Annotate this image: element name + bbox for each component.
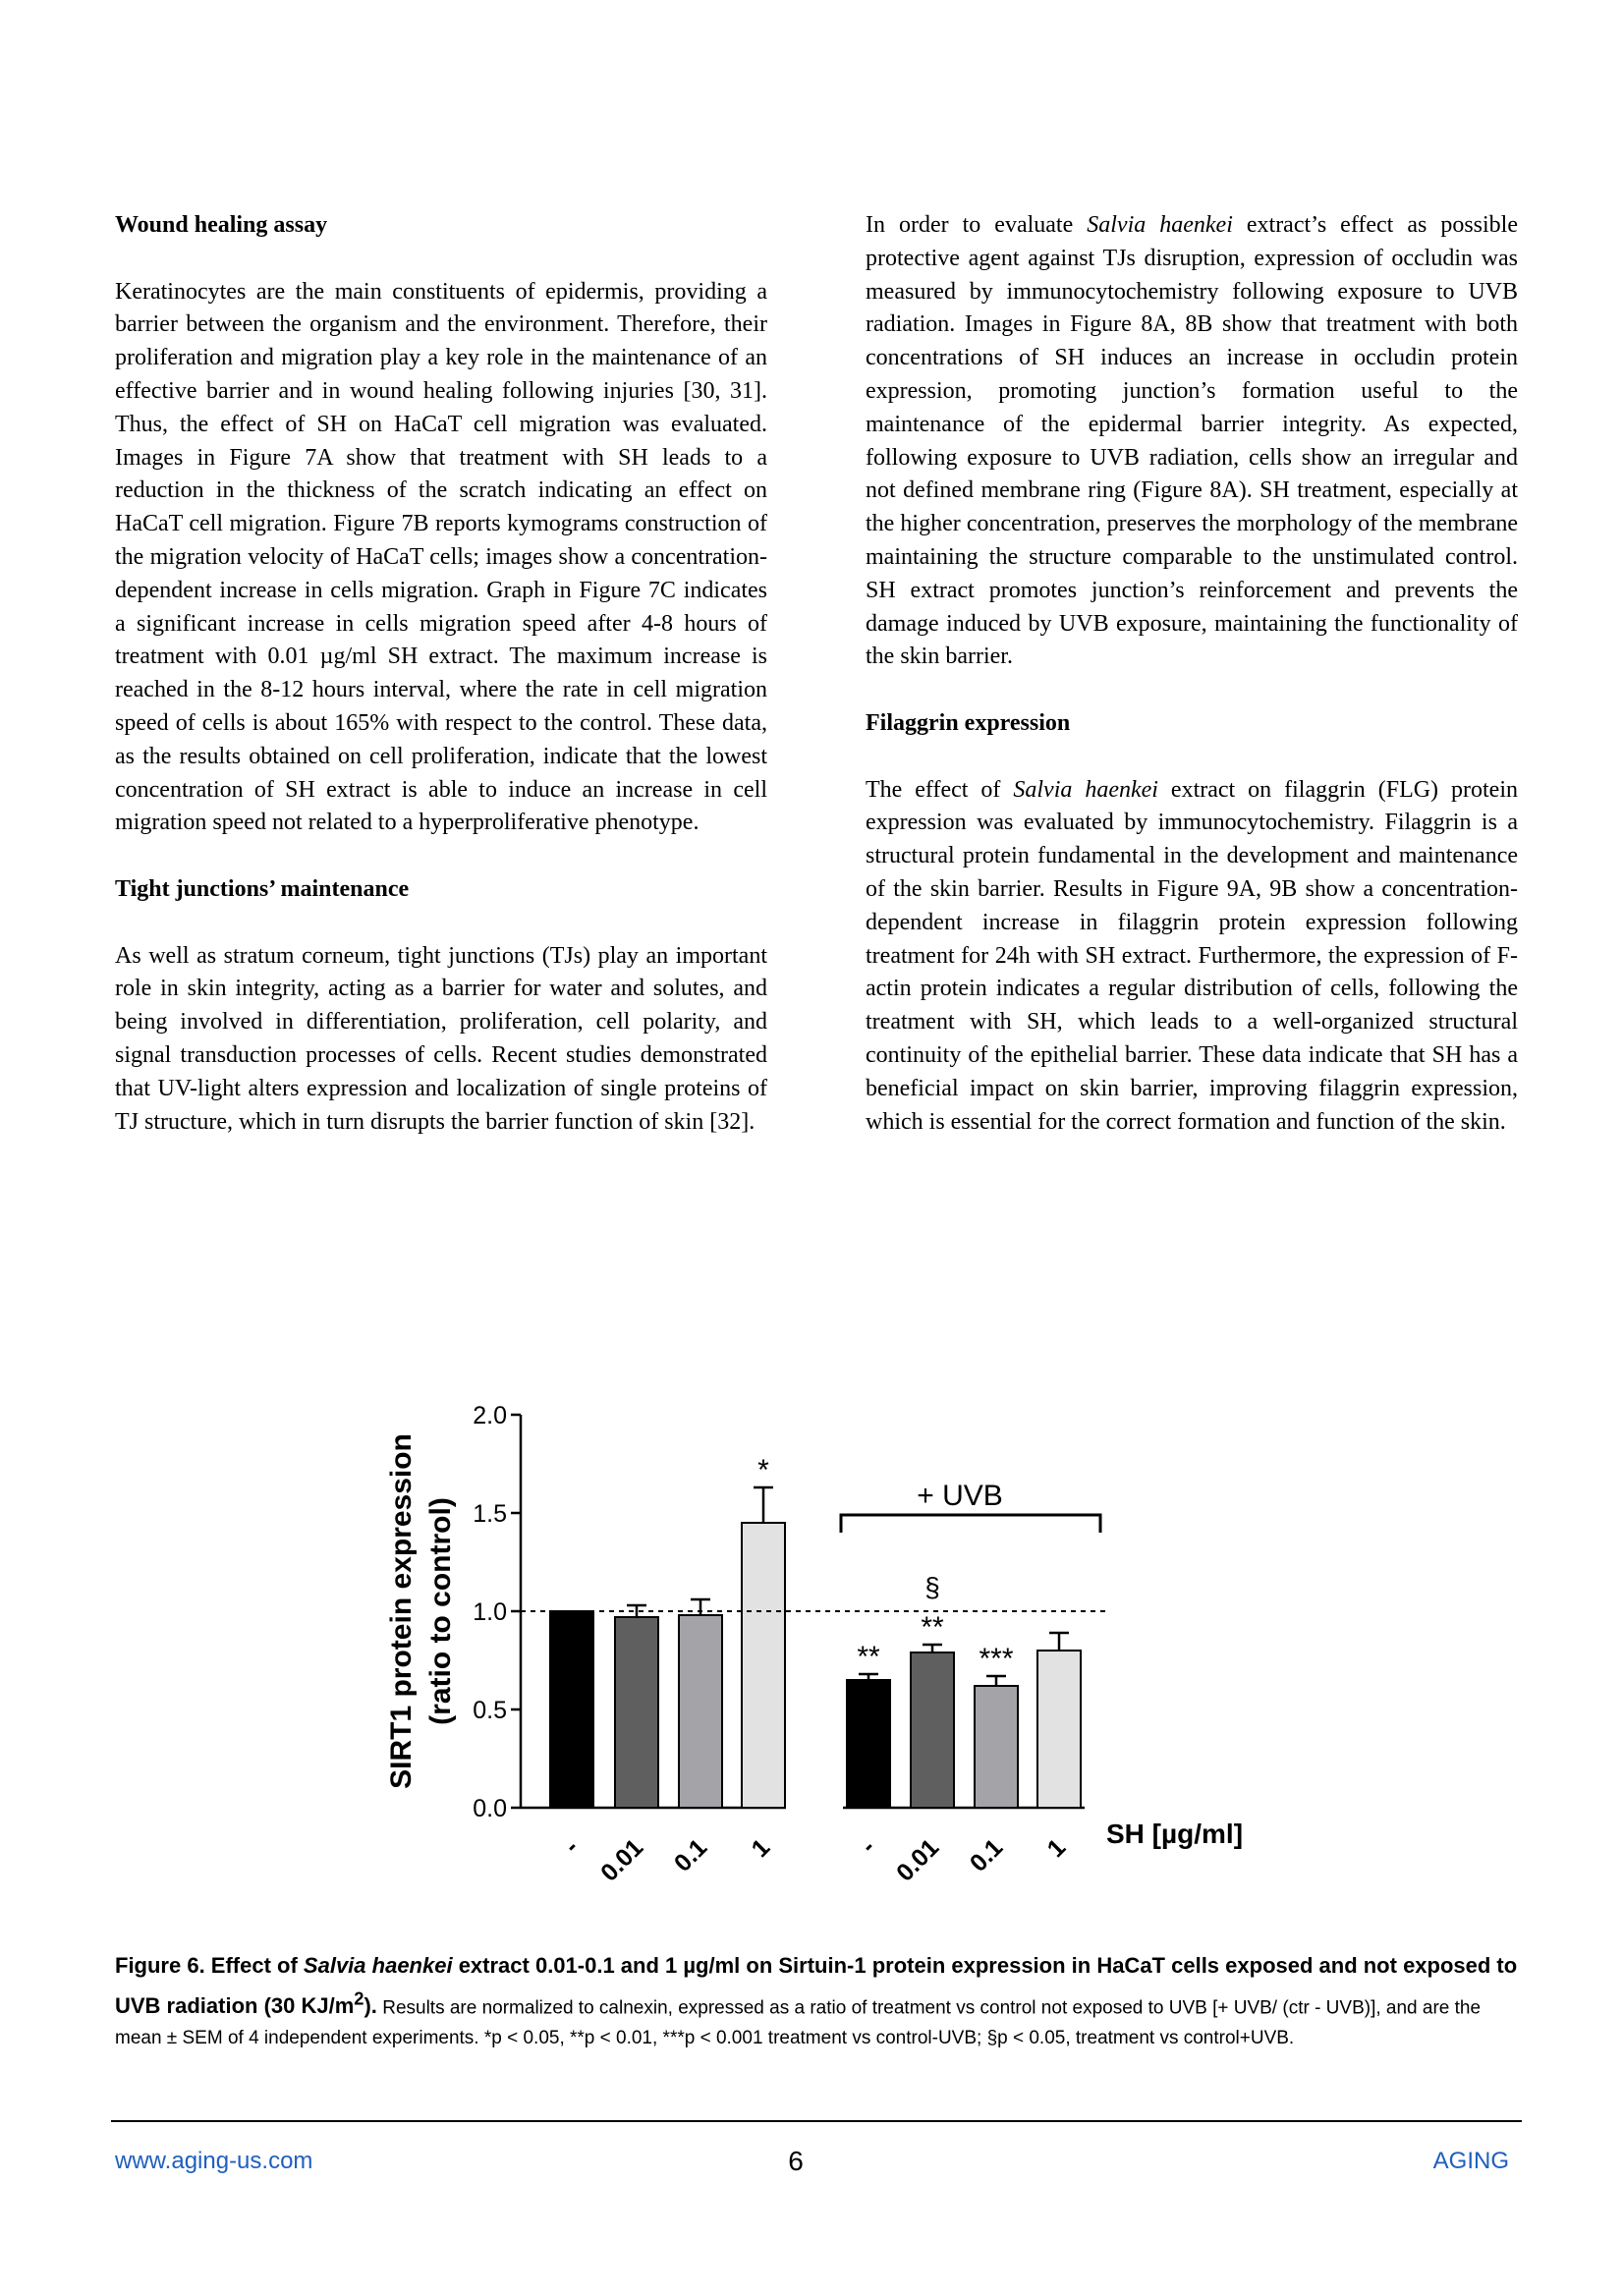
x-tick-label: - <box>558 1833 585 1860</box>
y-tick-label: 0.0 <box>473 1795 507 1822</box>
significance-mark: * <box>757 1454 769 1486</box>
species-name: Salvia haenkei <box>1013 776 1158 803</box>
x-tick-label: 0.1 <box>964 1833 1009 1877</box>
figure-label: Figure 6. Effect of <box>115 1953 304 1978</box>
page-number: 6 <box>788 2146 804 2176</box>
caption-body: Results are normalized to calnexin, expressed as a ratio of treatment vs control not exposed to UVB [+ UVB/ (ctr - UVB)], and are the mean ± SEM of 4 independent experiments. *p < 0.05, **p < 0.01, ***p < 0.001 treatment vs control-UVB; §p < 0.05, treatment vs control+UVB. <box>115 1997 1482 2049</box>
uvb-bracket <box>841 1515 1100 1533</box>
journal-name: AGING <box>1432 2148 1509 2174</box>
x-tick-label: 1 <box>1041 1833 1072 1864</box>
y-tick-label: 2.0 <box>473 1402 507 1429</box>
y-axis-label: SIRT1 protein expression <box>385 1433 418 1789</box>
tight-junctions-paragraph: As well as stratum corneum, tight junctions (TJs) play an important role in skin integrity, acting as a barrier for water and solutes, and being involved in differentiation, proliferation, cell polarity, and signal transduction processes of cells. Recent studies demonstrated that UV-light alters expression and localization of single proteins of TJ structure, which in turn disrupts the barrier function of skin [32]. <box>115 942 767 1135</box>
filaggrin-heading: Filaggrin expression <box>866 709 1071 736</box>
x-tick-label: 0.01 <box>891 1833 945 1887</box>
caption-species: Salvia haenkei <box>303 1953 453 1978</box>
figure-caption: Figure 6. Effect of Salvia haenkei extract 0.01-0.1 and 1 µg/ml on Sirtuin-1 protein expression in HaCaT cells exposed and not exposed to UVB radiation (30 $KJ/m^2$). Results are normalized to calnexin, expressed as a ratio of treatment vs control not exposed to UVB [+ UVB/ (ctr - UVB)], and are the mean ± SEM of 4 independent experiments. *p < 0.05, **p < 0.01, ***p < 0.001 treatment vs control-UVB; §p < 0.05, treatment vs control+UVB. <box>115 1953 1518 2049</box>
bar <box>847 1680 890 1808</box>
bar <box>975 1686 1018 1808</box>
bar <box>911 1652 954 1808</box>
journal-url[interactable]: www.aging-us.com <box>115 2148 313 2174</box>
x-tick-label: 0.1 <box>668 1833 713 1877</box>
significance-mark: ** <box>921 1611 944 1644</box>
y-axis-label-sub: (ratio to control) <box>424 1497 457 1725</box>
x-tick-label: - <box>855 1833 881 1860</box>
bar <box>1037 1651 1081 1808</box>
bar <box>550 1611 593 1808</box>
y-tick-label: 1.5 <box>473 1500 507 1528</box>
filaggrin-paragraph: The effect of Salvia haenkei extract on filaggrin (FLG) protein expression was evaluated by immunocytochemistry. Filaggrin is a structural protein fundamental in the development and maintenance of the skin barrier. Results in Figure 9A, 9B show a concentration-dependent increase in filaggrin protein expression following treatment for 24h with SH extract. Furthermore, the expression of F-actin protein indicates a regular distribution of cells, following the treatment with SH, which leads to a well-organized structural continuity of the epithelial barrier. These data indicate that SH has a beneficial impact on skin barrier, improving filaggrin expression, which is essential for the correct formation and function of the skin. <box>866 776 1518 1135</box>
bar <box>742 1523 785 1808</box>
uvb-label: + UVB <box>917 1480 1003 1512</box>
occludin-paragraph: In order to evaluate Salvia haenkei extract’s effect as possible protective agent against TJs disruption, expression of occludin was measured by immunocytochemistry following exposure to UVB radiation. Images in Figure 8A, 8B show that treatment with both concentrations of SH induces an increase in occludin protein expression, promoting junction’s formation useful to the maintenance of the epidermal barrier integrity. As expected, following exposure to UVB radiation, cells show an irregular and not defined membrane ring (Figure 8A). SH treatment, especially at the higher concentration, preserves the morphology of the membrane maintaining the structure comparable to the unstimulated control. SH extract promotes junction’s reinforcement and prevents the damage induced by UVB exposure, maintaining the functionality of the skin barrier. <box>866 212 1518 670</box>
wound-healing-paragraph: Keratinocytes are the main constituents of epidermis, providing a barrier between the organism and the environment. Therefore, their proliferation and migration play a key role in the maintenance of an effective barrier and in wound healing following injuries [30, 31]. Thus, the effect of SH on HaCaT cell migration was evaluated. Images in Figure 7A show that treatment with SH leads to a reduction in the thickness of the scratch indicating an effect on HaCaT cell migration. Figure 7B reports kymograms construction of the migration velocity of HaCaT cells; images show a concentration-dependent increase in cells migration. Graph in Figure 7C indicates a significant increase in cells migration speed after 4-8 hours of treatment with 0.01 µg/ml SH extract. The maximum increase is reached in the 8-12 hours interval, where the rate in cell migration speed of cells is about 165% with respect to the control. These data, as the results obtained on cell proliferation, indicate that the lowest concentration of SH extract is able to induce an increase in cell migration speed not related to a hyperproliferative phenotype. <box>115 278 767 836</box>
y-tick-label: 1.0 <box>473 1598 507 1626</box>
x-axis-label: SH [µg/ml] <box>1106 1819 1244 1849</box>
section-mark: § <box>924 1572 940 1602</box>
wound-healing-heading: Wound healing assay <box>115 212 328 238</box>
y-tick-label: 0.5 <box>473 1697 507 1724</box>
significance-mark: *** <box>979 1643 1014 1675</box>
bar <box>615 1617 658 1808</box>
caption-title: extract 0.01-0.1 and 1 µg/ml on Sirtuin-1 protein expression in HaCaT cells exposed and not exposed to UVB radiation (30 KJ/m <box>115 1953 1518 2019</box>
footer-divider <box>111 2120 1522 2122</box>
species-name: Salvia haenkei <box>1087 212 1233 238</box>
significance-mark: ** <box>857 1641 880 1673</box>
tight-junctions-heading: Tight junctions’ maintenance <box>115 875 410 902</box>
bar <box>679 1615 722 1808</box>
x-tick-label: 1 <box>746 1833 776 1864</box>
x-tick-label: 0.01 <box>595 1833 649 1887</box>
